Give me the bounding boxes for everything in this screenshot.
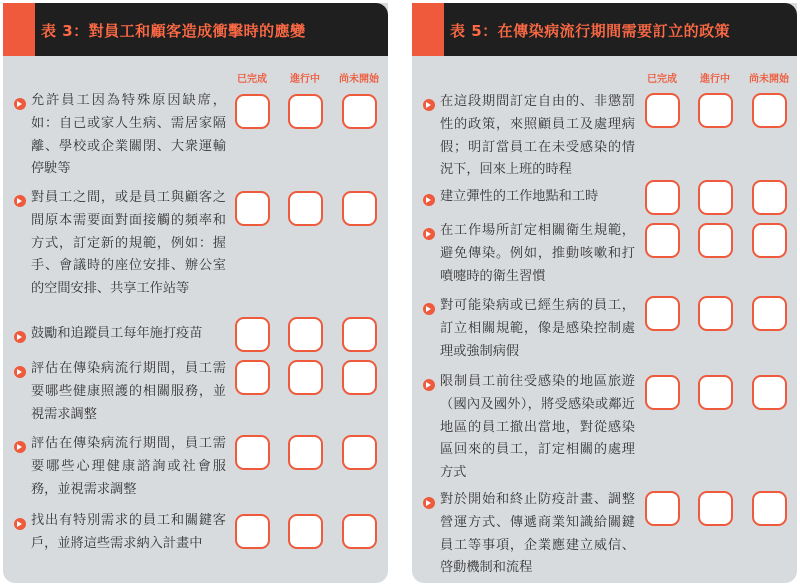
completed-checkbox[interactable] [235, 94, 270, 129]
in-progress-checkbox[interactable] [288, 435, 323, 470]
completed-checkbox[interactable] [235, 191, 270, 226]
column-header-not-started: 尚未開始 [749, 74, 789, 85]
row-text: 對於開始和終止防疫計畫、調整營運方式、傳遞商業知識給關鍵員工等事項，企業應建立威信、啓動機制和流程 [440, 492, 635, 576]
completed-checkbox[interactable] [645, 180, 680, 215]
right-column-headers [412, 70, 797, 86]
column-header-completed: 已完成 [647, 74, 677, 85]
completed-checkbox[interactable] [645, 491, 680, 526]
not-started-checkbox[interactable] [752, 223, 787, 258]
completed-checkbox[interactable] [645, 375, 680, 410]
completed-checkbox[interactable] [235, 317, 270, 352]
not-started-checkbox[interactable] [752, 180, 787, 215]
header-accent-bar [412, 3, 444, 56]
left-panel-header [3, 3, 388, 56]
completed-checkbox[interactable] [645, 93, 680, 128]
right-panel-header [412, 3, 797, 56]
in-progress-checkbox[interactable] [288, 360, 323, 395]
bullet-arrow-icon [423, 194, 435, 206]
completed-checkbox[interactable] [235, 360, 270, 395]
row-text: 對員工之間，或是員工與顧客之間原本需要面對面接觸的頻率和方式，訂定新的規範，例如：握手、會議時的座位安排、辦公室的空間安排、共享工作站等 [31, 190, 226, 297]
row-text: 評估在傳染病流行期間，員工需要哪些健康照護的相關服務，並視需求調整 [31, 361, 226, 422]
bullet-arrow-icon [423, 497, 435, 509]
not-started-checkbox[interactable] [342, 94, 377, 129]
bullet-arrow-icon [14, 366, 26, 378]
column-header-not-started: 尚未開始 [339, 74, 379, 85]
row-text: 建立彈性的工作地點和工時 [440, 189, 599, 204]
bullet-arrow-icon [423, 379, 435, 391]
row-text: 對可能染病或已經生病的員工，訂立相關規範，像是感染控制處理或強制病假 [440, 298, 635, 359]
bullet-arrow-icon [14, 331, 26, 343]
bullet-arrow-icon [423, 228, 435, 240]
in-progress-checkbox[interactable] [698, 93, 733, 128]
not-started-checkbox[interactable] [342, 514, 377, 549]
in-progress-checkbox[interactable] [288, 317, 323, 352]
row-text: 在工作場所訂定相關衛生規範，避免傳染。例如，推動咳嗽和打噴嚏時的衛生習慣 [440, 223, 635, 284]
not-started-checkbox[interactable] [342, 317, 377, 352]
right-panel-title: 表 5：在傳染病流行期間需要訂立的政策 [450, 22, 731, 40]
row-text: 允許員工因為特殊原因缺席，如：自己或家人生病、需居家隔離、學校或企業關閉、大衆運輸停駛等 [31, 93, 226, 177]
completed-checkbox[interactable] [645, 223, 680, 258]
in-progress-checkbox[interactable] [698, 223, 733, 258]
in-progress-checkbox[interactable] [288, 514, 323, 549]
column-header-in-progress: 進行中 [700, 74, 730, 85]
bullet-arrow-icon [14, 195, 26, 207]
not-started-checkbox[interactable] [342, 191, 377, 226]
left-panel-title: 表 3：對員工和顧客造成衝擊時的應變 [41, 22, 306, 40]
bullet-arrow-icon [14, 98, 26, 110]
column-header-completed: 已完成 [237, 74, 267, 85]
not-started-checkbox[interactable] [342, 435, 377, 470]
in-progress-checkbox[interactable] [698, 180, 733, 215]
not-started-checkbox[interactable] [752, 296, 787, 331]
completed-checkbox[interactable] [235, 514, 270, 549]
row-text: 找出有特別需求的員工和關鍵客戶，並將這些需求納入計畫中 [31, 513, 226, 551]
in-progress-checkbox[interactable] [288, 94, 323, 129]
row-text: 限制員工前往受感染的地區旅遊（國內及國外），將受感染或鄰近地區的員工撤出當地，對從感染區回來的員工，訂定相關的處理方式 [440, 374, 635, 481]
in-progress-checkbox[interactable] [698, 296, 733, 331]
in-progress-checkbox[interactable] [698, 375, 733, 410]
not-started-checkbox[interactable] [752, 93, 787, 128]
completed-checkbox[interactable] [235, 435, 270, 470]
right-checklist-panel [412, 3, 797, 583]
header-accent-bar [3, 3, 35, 56]
row-text: 評估在傳染病流行期間，員工需要哪些心理健康諮詢或社會服務，並視需求調整 [31, 436, 226, 497]
bullet-arrow-icon [14, 518, 26, 530]
in-progress-checkbox[interactable] [698, 491, 733, 526]
bullet-arrow-icon [423, 303, 435, 315]
row-text: 在這段期間訂定自由的、非懲罰性的政策，來照顧員工及處理病假；明訂當員工在未受感染的情況下，回來上班的時程 [440, 94, 635, 178]
not-started-checkbox[interactable] [342, 360, 377, 395]
not-started-checkbox[interactable] [752, 491, 787, 526]
completed-checkbox[interactable] [645, 296, 680, 331]
not-started-checkbox[interactable] [752, 375, 787, 410]
in-progress-checkbox[interactable] [288, 191, 323, 226]
column-header-in-progress: 進行中 [290, 74, 320, 85]
left-column-headers [3, 70, 388, 86]
row-text: 鼓勵和追蹤員工每年施打疫苗 [31, 326, 203, 341]
bullet-arrow-icon [14, 441, 26, 453]
bullet-arrow-icon [423, 99, 435, 111]
left-checklist-panel [3, 3, 388, 583]
